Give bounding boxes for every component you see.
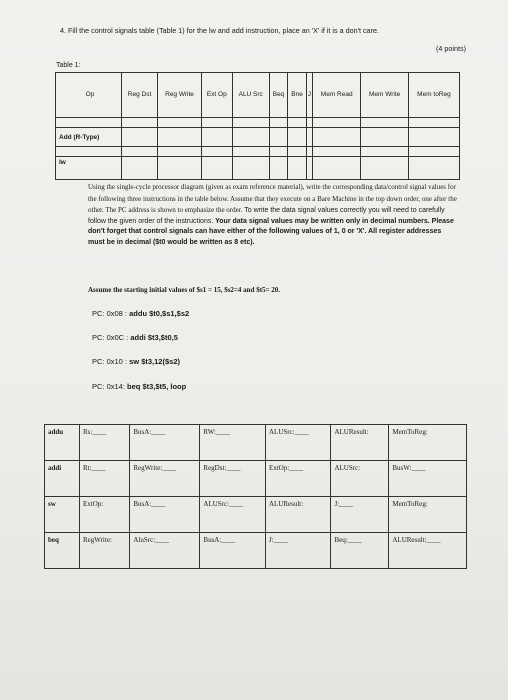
cell-empty[interactable] bbox=[122, 157, 158, 180]
header-memwrite: Mem Write bbox=[361, 73, 409, 118]
header-beq: Beq bbox=[269, 73, 288, 118]
table-row-add bbox=[56, 128, 460, 147]
signal-cell[interactable]: Beq:____ bbox=[331, 533, 389, 569]
instructions-paragraph bbox=[88, 182, 458, 249]
row-label-add: Add (R-Type) bbox=[56, 128, 122, 147]
signal-cell[interactable]: ALUResult: bbox=[265, 497, 331, 533]
signal-cell[interactable]: Rs:____ bbox=[80, 425, 130, 461]
instruction-code: addu $t0,$s1,$s2 bbox=[129, 309, 190, 318]
signal-cell[interactable]: RegWrite: bbox=[80, 533, 130, 569]
cell-empty[interactable] bbox=[122, 128, 158, 147]
header-memread: Mem Read bbox=[313, 73, 361, 118]
header-regwrite: Reg Write bbox=[158, 73, 202, 118]
paragraph-part3: Your data signal values may be written only in decimal numbers. Please don't forget that control signals can have either of the following values of 1, 0 or 'X'. All register addresses must be in decimal ($t0 would be written as 8 etc). bbox=[88, 217, 454, 246]
signal-cell[interactable]: MemToReg: bbox=[389, 425, 467, 461]
data-signal-table bbox=[44, 424, 467, 569]
table-row bbox=[56, 147, 460, 157]
signal-cell[interactable]: ALUResult:____ bbox=[389, 533, 467, 569]
header-memtoreg: Mem toReg bbox=[408, 73, 459, 118]
signal-cell[interactable]: BusA:____ bbox=[130, 425, 200, 461]
signal-cell[interactable]: ExtOp:____ bbox=[265, 461, 331, 497]
table-row bbox=[56, 118, 460, 128]
table-row-addu bbox=[45, 425, 467, 461]
table-row-sw bbox=[45, 497, 467, 533]
signal-cell[interactable]: BusA:____ bbox=[130, 497, 200, 533]
signal-cell[interactable]: J:____ bbox=[265, 533, 331, 569]
row-label: addu bbox=[45, 425, 80, 461]
signal-cell[interactable]: RegWrite:____ bbox=[130, 461, 200, 497]
instruction-line bbox=[92, 309, 189, 318]
header-op: Op bbox=[56, 73, 122, 118]
signal-cell[interactable]: AluSrc:____ bbox=[130, 533, 200, 569]
paragraph-part2: To write the data signal values correctly you will need to carefully follow the given order of the instructions. bbox=[88, 207, 445, 225]
instruction-line bbox=[92, 333, 178, 342]
signal-cell[interactable]: J:____ bbox=[331, 497, 389, 533]
instruction-code: addi $t3,$t0,5 bbox=[130, 333, 178, 342]
instruction-code: sw $t3,12($s2) bbox=[129, 357, 180, 366]
header-extop: Ext Op bbox=[201, 73, 232, 118]
signal-cell[interactable]: ALUSrc:____ bbox=[265, 425, 331, 461]
header-j: J bbox=[306, 73, 312, 118]
question-title: 4. Fill the control signals table (Table 1) for the lw and add instruction, place an 'X' if it is a don't care. bbox=[60, 26, 379, 35]
pc-address: PC: 0x0C : bbox=[92, 333, 129, 342]
header-regdst: Reg Dst bbox=[122, 73, 158, 118]
table1-label: Table 1: bbox=[56, 62, 81, 69]
table-row-lw bbox=[56, 157, 460, 180]
signal-cell[interactable]: BusW:____ bbox=[389, 461, 467, 497]
signal-cell[interactable]: RegDst:____ bbox=[200, 461, 266, 497]
table-header-row bbox=[56, 73, 460, 118]
table-row-beq bbox=[45, 533, 467, 569]
signal-cell[interactable]: ALUResult: bbox=[331, 425, 389, 461]
pc-address: PC: 0x10 : bbox=[92, 357, 128, 366]
header-alusrc: ALU Src bbox=[232, 73, 269, 118]
initial-values-note: Assume the starting initial values of $s1 = 15, $s2=4 and $t5= 20. bbox=[88, 286, 281, 294]
signal-cell[interactable]: MemToReg: bbox=[389, 497, 467, 533]
signal-cell[interactable]: RW:____ bbox=[200, 425, 266, 461]
instruction-line bbox=[92, 382, 186, 391]
instruction-code: beq $t3,$t5, loop bbox=[127, 382, 187, 391]
signal-cell[interactable]: ALUSrc: bbox=[331, 461, 389, 497]
row-label: sw bbox=[45, 497, 80, 533]
signal-cell[interactable]: ALUSrc:____ bbox=[200, 497, 266, 533]
pc-address: PC: 0x14: bbox=[92, 382, 125, 391]
question-points: (4 points) bbox=[436, 44, 466, 53]
header-bne: Bne bbox=[288, 73, 307, 118]
signal-cell[interactable]: Rt:____ bbox=[80, 461, 130, 497]
row-label: addi bbox=[45, 461, 80, 497]
control-signals-table bbox=[55, 72, 460, 180]
instruction-line bbox=[92, 357, 180, 366]
table-row-addi bbox=[45, 461, 467, 497]
row-label: beq bbox=[45, 533, 80, 569]
pc-address: PC: 0x08 : bbox=[92, 309, 128, 318]
signal-cell[interactable]: BusA:____ bbox=[200, 533, 266, 569]
signal-cell[interactable]: ExtOp: bbox=[80, 497, 130, 533]
row-label-lw: lw bbox=[56, 157, 122, 180]
paragraph-part1: Using the single-cycle processor diagram (given as exam reference material), write the corresponding data/control signal values for the following three instructions in the table below. Assume that they execute on a Bare Machine in the top down order, one after the other. The PC address is shown to emphasize the order. bbox=[88, 183, 457, 215]
